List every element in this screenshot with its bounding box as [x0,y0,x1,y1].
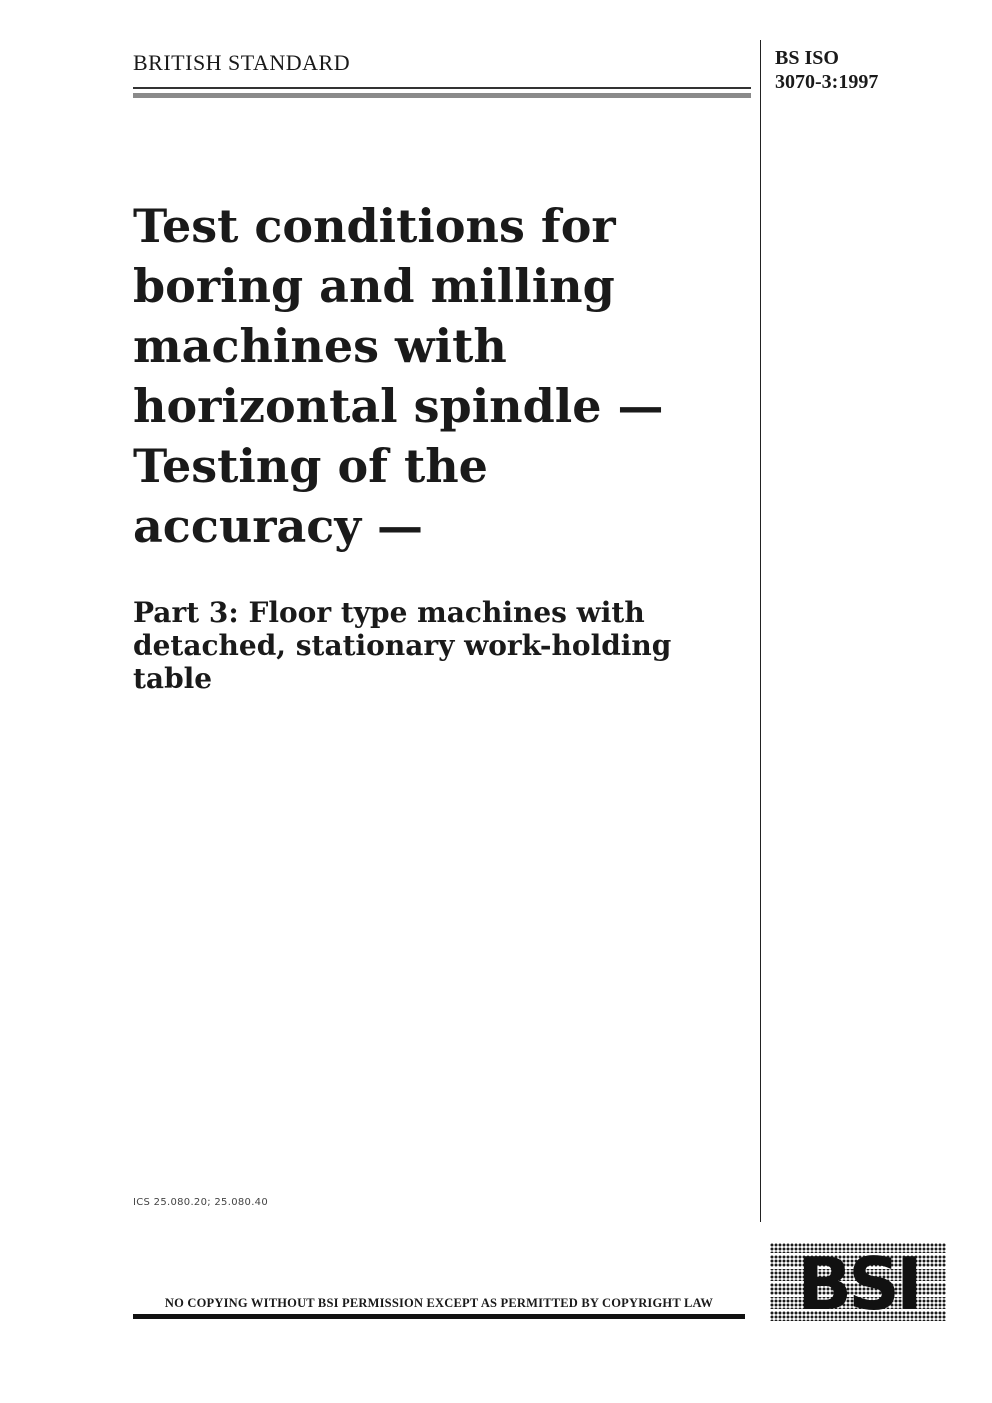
vertical-divider [760,40,761,1222]
subtitle-line: table [133,662,213,695]
subtitle-line: Part 3: Floor type machines with [133,596,645,629]
subtitle-line: detached, stationary work-holding [133,629,672,662]
footer-rule [133,1314,745,1319]
title-line: boring and milling [133,259,615,313]
title-line: horizontal spindle — [133,379,664,433]
ics-code: ICS 25.080.20; 25.080.40 [133,1197,268,1208]
title-line: machines with [133,319,507,373]
standard-number-line-2: 3070-3:1997 [775,71,879,93]
title-line: Testing of the [133,439,488,493]
header-rule-thin [133,87,751,89]
title-line: accuracy — [133,499,424,553]
document-subtitle [133,596,733,695]
bsi-logo-text: BSI [797,1243,919,1321]
title-line: Test conditions for [133,199,616,253]
standard-number-line-1: BS ISO [775,47,839,69]
header-rule-thick [133,93,751,98]
copyright-notice: NO COPYING WITHOUT BSI PERMISSION EXCEPT AS PERMITTED BY COPYRIGHT LAW [164,1296,714,1310]
standard-number [775,46,878,94]
document-title [133,196,733,556]
standard-type-label: BRITISH STANDARD [133,50,351,75]
bsi-logo-icon [770,1243,946,1321]
